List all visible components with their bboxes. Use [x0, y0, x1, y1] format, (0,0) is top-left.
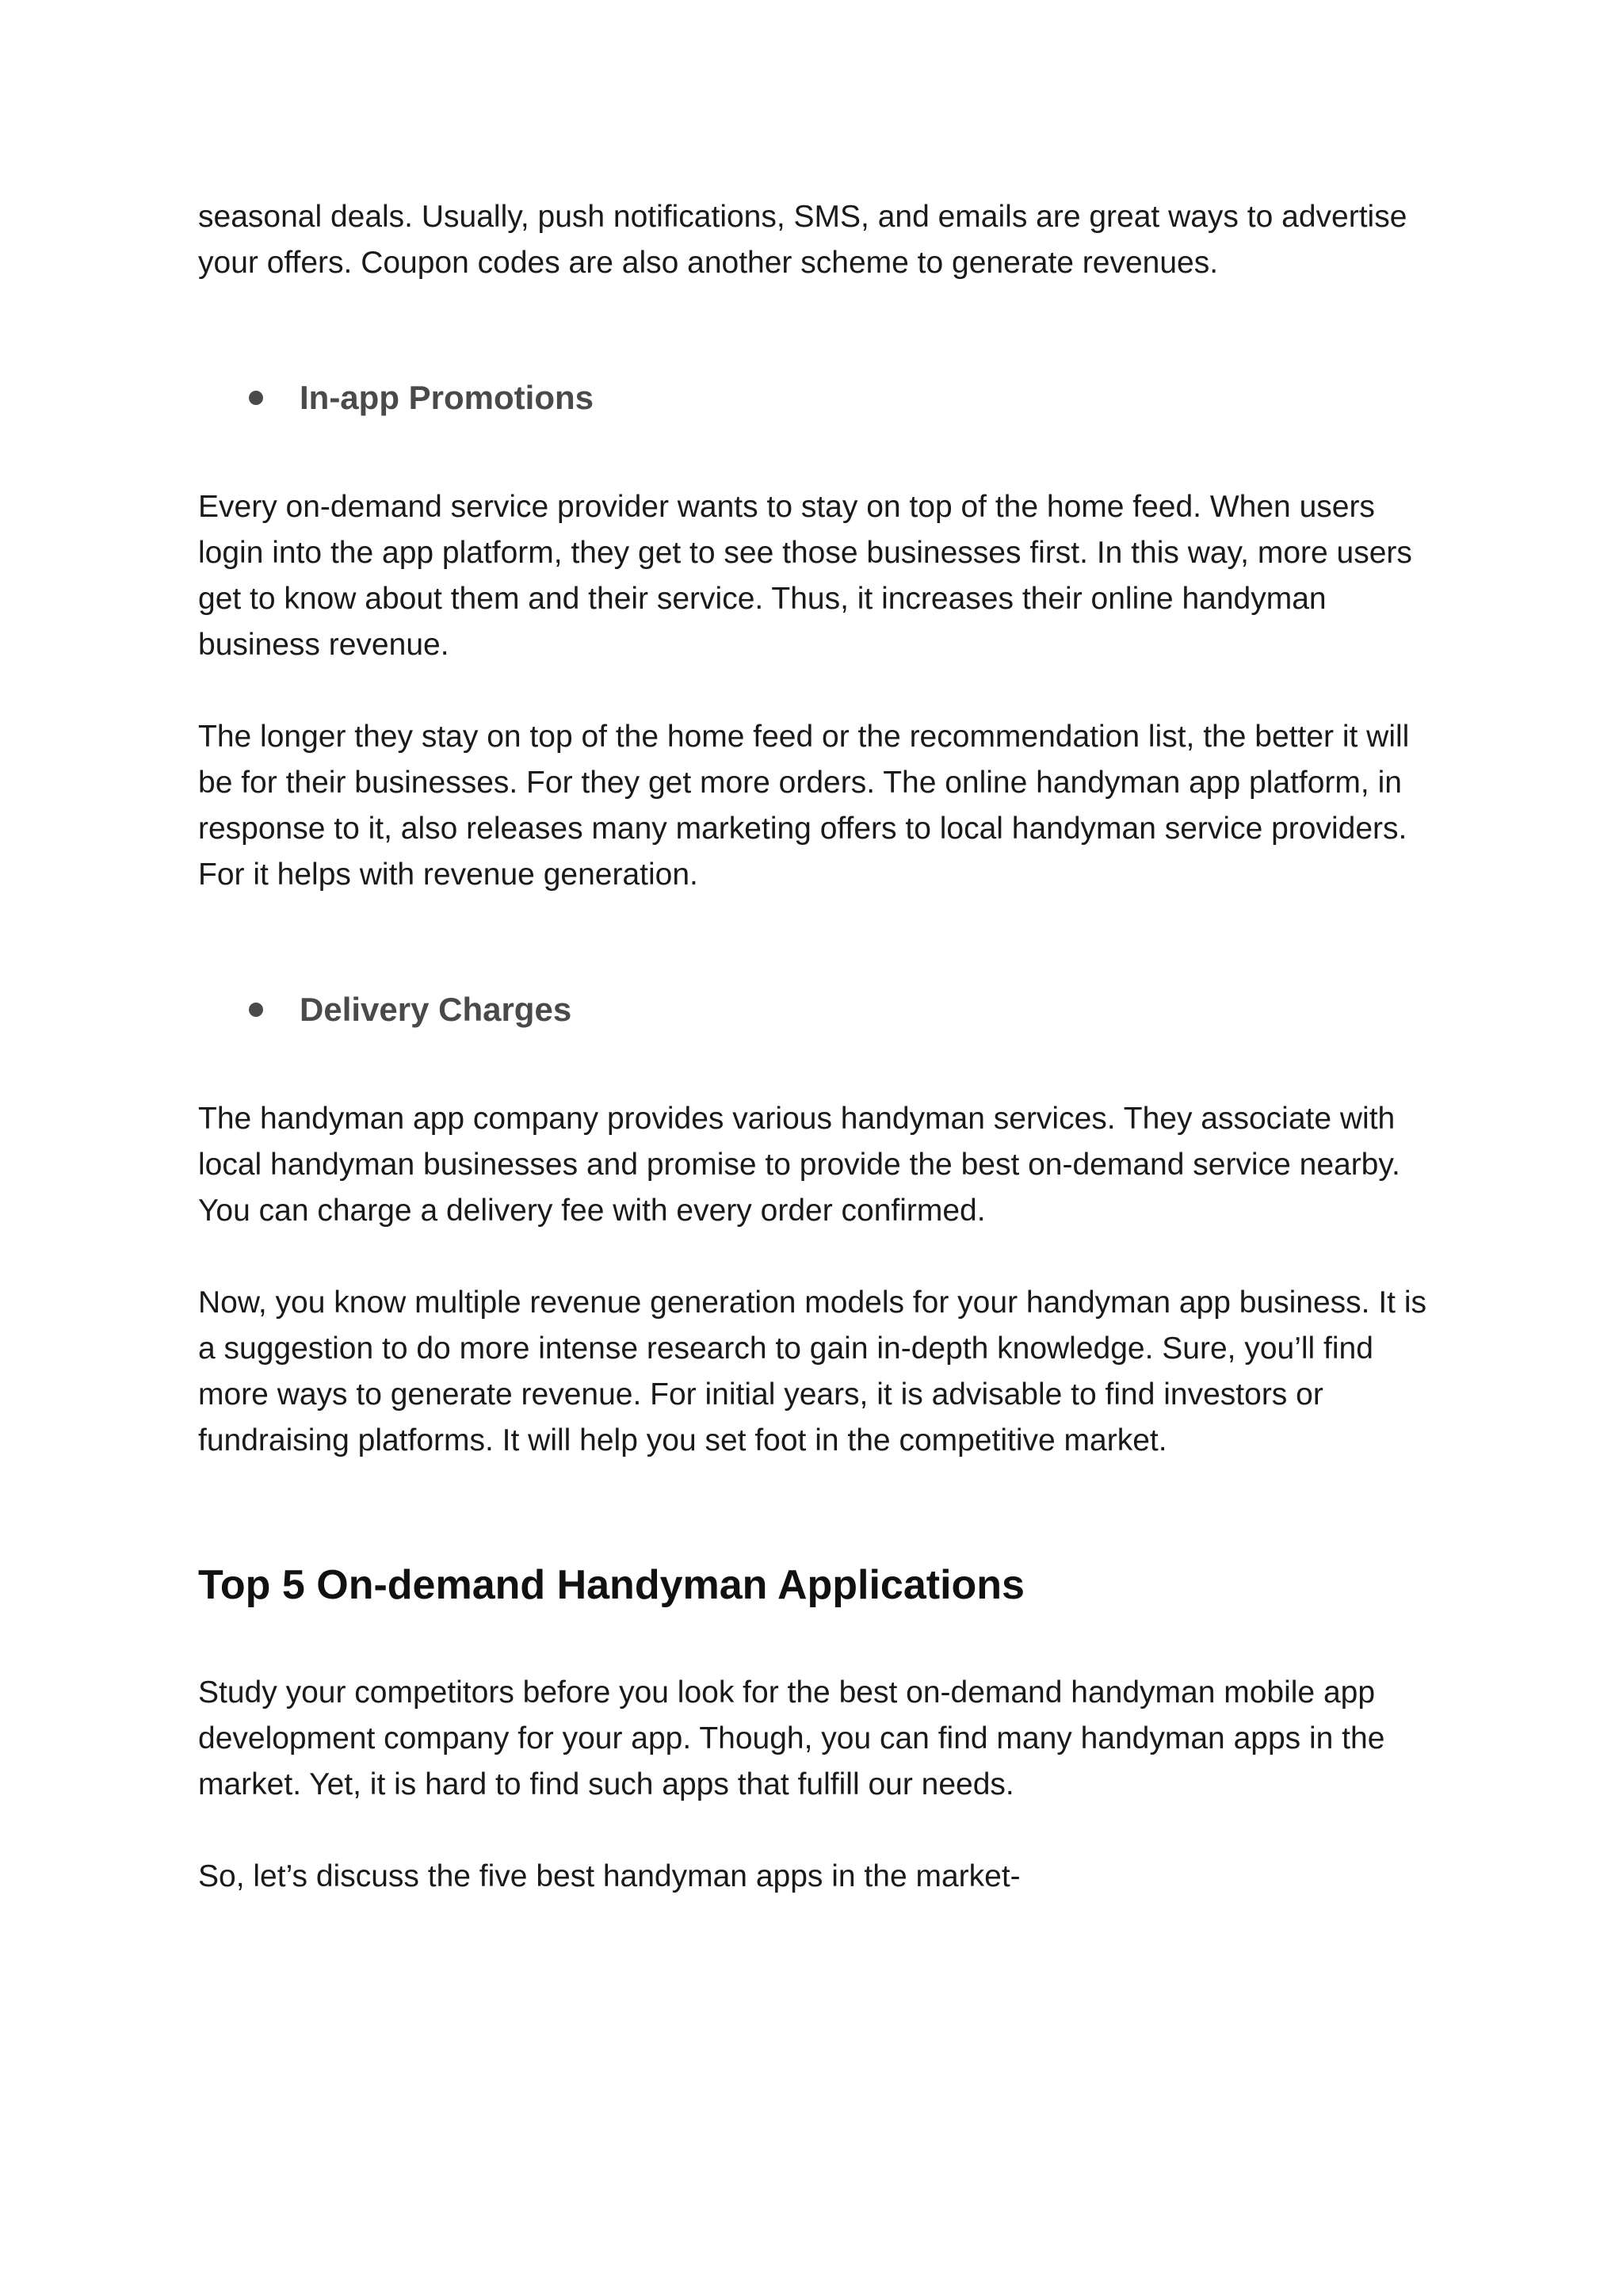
bullet-heading-delivery-charges [198, 987, 1442, 1033]
bullet-heading-label: Delivery Charges [300, 991, 572, 1028]
bullet-icon [249, 1003, 263, 1017]
paragraph-top-apps-1: Study your competitors before you look for the best on-demand handyman mobile app development company for your app. Though, you can find many handyman apps in the market. Yet, it is hard to find such apps that fulfill our needs. [198, 1675, 1385, 1801]
bullet-heading-in-app-promotions [198, 375, 1442, 421]
bullet-heading-label: In-app Promotions [300, 379, 594, 416]
paragraph-top-apps-2: So, let’s discuss the five best handyman apps in the market- [198, 1859, 1021, 1893]
paragraph-in-app-2: The longer they stay on top of the home feed or the recommendation list, the better it will be for their businesses. For they get more orders. The online handyman app platform, in response to it, also releases many marketing offers to local handyman service providers. For it helps with revenue generation. [198, 720, 1410, 892]
paragraph-delivery-1: The handyman app company provides various handyman services. They associate with local handyman businesses and promise to provide the best on-demand service nearby. You can charge a delivery fee with every order confirmed. [198, 1102, 1400, 1228]
paragraph-in-app-1: Every on-demand service provider wants to stay on top of the home feed. When users login into the app platform, they get to see those businesses first. In this way, more users get to know about them and their service. Thus, it increases their online handyman business revenue. [198, 490, 1412, 662]
document-content [198, 194, 1442, 1900]
intro-paragraph: seasonal deals. Usually, push notifications, SMS, and emails are great ways to advertise your offers. Coupon codes are also another scheme to generate revenues. [198, 200, 1407, 280]
section-heading-top-apps: Top 5 On-demand Handyman Applications [198, 1562, 1025, 1608]
paragraph-delivery-2: Now, you know multiple revenue generation models for your handyman app business. It is a suggestion to do more intense research to gain in-depth knowledge. Sure, you’ll find more ways to generate revenue. For initial years, it is advisable to find investors or fundraising platforms. It will help you set foot in the competitive market. [198, 1286, 1427, 1457]
bullet-icon [249, 391, 263, 405]
